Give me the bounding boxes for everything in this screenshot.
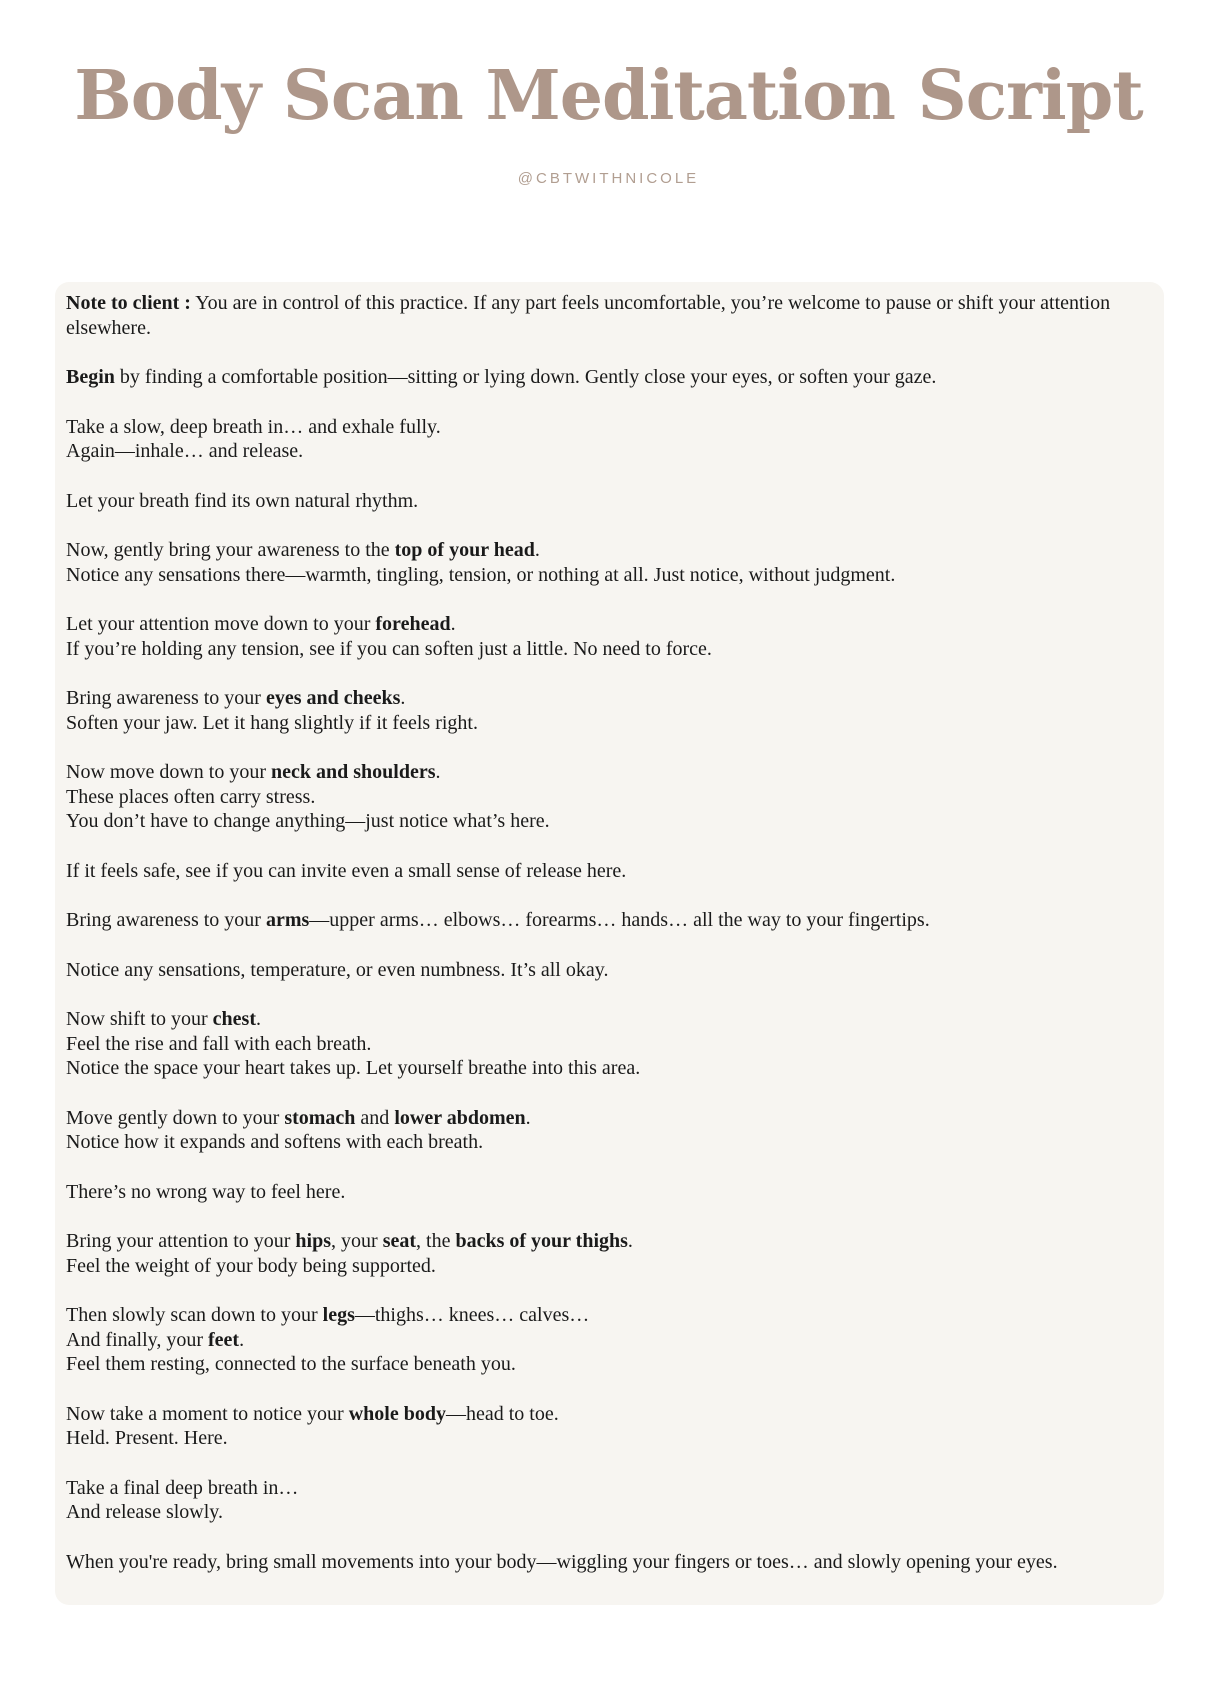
script-line [66,1007,1153,1032]
script-text: . [450,613,456,635]
script-paragraph [66,538,1153,587]
script-text: These places often carry stress. [66,785,316,808]
script-line [66,1106,1153,1131]
script-text: , the [416,1230,456,1252]
script-line [66,859,1153,884]
emphasis-text: seat [382,1230,417,1252]
emphasis-text: lower abdomen [394,1106,526,1129]
script-paragraph [66,291,1153,340]
script-text: . [256,1008,261,1030]
script-paragraph [66,1007,1153,1081]
script-line [66,538,1153,563]
script-text: Let your breath find its own natural rhythm. [66,489,419,512]
emphasis-text: eyes and cheeks [265,687,401,709]
script-line [66,439,1153,464]
script-paragraph [66,859,1153,884]
script-line [66,809,1153,834]
script-line [66,1352,1153,1377]
script-text: . [239,1328,245,1351]
emphasis-text: backs of your thighs [455,1230,628,1252]
script-paragraph [66,489,1153,514]
script-line [66,489,1153,514]
script-paragraph [66,1550,1153,1575]
script-text: Now take a moment to notice your [66,1402,349,1425]
script-paragraph [66,612,1153,661]
script-line [66,1500,1153,1525]
script-line [66,958,1153,983]
script-text: Notice any sensations, temperature, or even numbness. It’s all okay. [66,958,609,981]
script-text: Now, gently bring your awareness to the [66,539,395,561]
script-line [66,1130,1153,1155]
emphasis-text: legs [322,1304,355,1326]
script-line [66,785,1153,810]
script-line [66,1402,1153,1427]
emphasis-text: arms [265,909,310,931]
script-text: And release slowly. [66,1501,223,1523]
script-text: If it feels safe, see if you can invite even a small sense of release here. [66,859,627,882]
emphasis-text: stomach [284,1106,356,1129]
script-text: . [435,761,441,783]
script-paragraph [66,415,1153,464]
script-text: . [627,1230,633,1252]
script-line [66,1303,1153,1328]
script-paragraph [66,686,1153,735]
script-line [66,612,1153,637]
emphasis-text: whole body [348,1402,446,1425]
script-text: You are in control of this practice. If any part feels uncomfortable, you’re welcome to pause or shift your attention elsewhere. [66,292,1111,339]
script-paragraph [66,1229,1153,1278]
author-handle: @CBTWITHNICOLE [517,170,700,187]
script-line [66,1180,1153,1205]
script-text: Take a final deep breath in… [66,1476,299,1499]
script-text: Again—inhale… and release. [66,440,304,462]
script-text: Notice the space your heart takes up. Let yourself breathe into this area. [66,1057,641,1079]
page-title: Body Scan Meditation Script [74,56,1143,136]
script-line [66,1426,1153,1451]
script-paragraph [66,365,1153,390]
script-text: Bring your attention to your [66,1230,296,1252]
script-text: . [525,1106,531,1129]
script-line [66,1550,1153,1575]
script-text: Held. Present. Here. [66,1427,228,1449]
script-text: —thighs… knees… calves… [354,1304,590,1326]
emphasis-text: chest [212,1008,256,1030]
script-line [66,1328,1153,1353]
script-line [66,563,1153,588]
emphasis-text: neck and shoulders [270,761,436,783]
script-paragraph [66,1402,1153,1451]
script-text: Feel the weight of your body being supported. [66,1254,436,1277]
script-text: . [534,539,540,561]
script-text: Then slowly scan down to your [66,1304,323,1326]
script-text: . [400,687,406,709]
script-text: —upper arms… elbows… forearms… hands… all the way to your fingertips. [309,909,930,931]
script-line [66,760,1153,785]
script-paragraph [66,1180,1153,1205]
script-paragraph [66,1476,1153,1525]
script-card [55,282,1164,1605]
script-text: Bring awareness to your [66,687,266,709]
emphasis-text: hips [295,1230,332,1252]
script-text: and [355,1106,395,1129]
script-paragraph [66,760,1153,834]
emphasis-text: feet [208,1328,240,1351]
script-line [66,1032,1153,1057]
emphasis-text: top of your head [394,539,535,561]
script-text: Feel the rise and fall with each breath. [66,1032,372,1055]
script-paragraph [66,958,1153,983]
script-line [66,1476,1153,1501]
script-line [66,686,1153,711]
emphasis-text: Begin [66,366,115,388]
script-text: There’s no wrong way to feel here. [66,1180,346,1203]
script-text: When you're ready, bring small movements into your body—wiggling your fingers or toes… and slowly opening your eyes. [66,1550,1058,1573]
script-text: You don’t have to change anything—just notice what’s here. [66,810,550,832]
script-line [66,1056,1153,1081]
script-text: Take a slow, deep breath in… and exhale fully. [66,415,441,438]
script-line [66,1229,1153,1254]
script-text: Now move down to your [66,761,271,783]
script-text: Soften your jaw. Let it hang slightly if it feels right. [66,711,478,734]
script-line [66,711,1153,736]
script-line [66,908,1153,933]
script-text: by finding a comfortable position—sitting or lying down. Gently close your eyes, or soften your gaze. [114,366,937,388]
script-paragraph [66,1106,1153,1155]
script-line [66,1254,1153,1279]
script-text: Notice how it expands and softens with each breath. [66,1131,484,1153]
script-line [66,365,1153,390]
script-paragraph [66,908,1153,933]
script-text: Bring awareness to your [66,909,266,931]
script-line [66,415,1153,440]
script-text: —head to toe. [445,1402,559,1425]
script-text: Let your attention move down to your [66,613,376,635]
script-text: Notice any sensations there—warmth, tingling, tension, or nothing at all. Just notice, without judgment. [66,563,896,586]
script-text: Now shift to your [66,1008,213,1030]
script-text: , your [331,1230,383,1252]
script-text: And finally, your [66,1328,209,1351]
script-line [66,637,1153,662]
emphasis-text: forehead [375,613,451,635]
script-text: Move gently down to your [66,1106,285,1129]
script-line [66,291,1153,340]
script-text: Feel them resting, connected to the surface beneath you. [66,1353,516,1375]
emphasis-text: Note to client : [66,292,191,314]
script-paragraph [66,1303,1153,1377]
script-text: If you’re holding any tension, see if you can soften just a little. No need to force. [66,637,712,660]
